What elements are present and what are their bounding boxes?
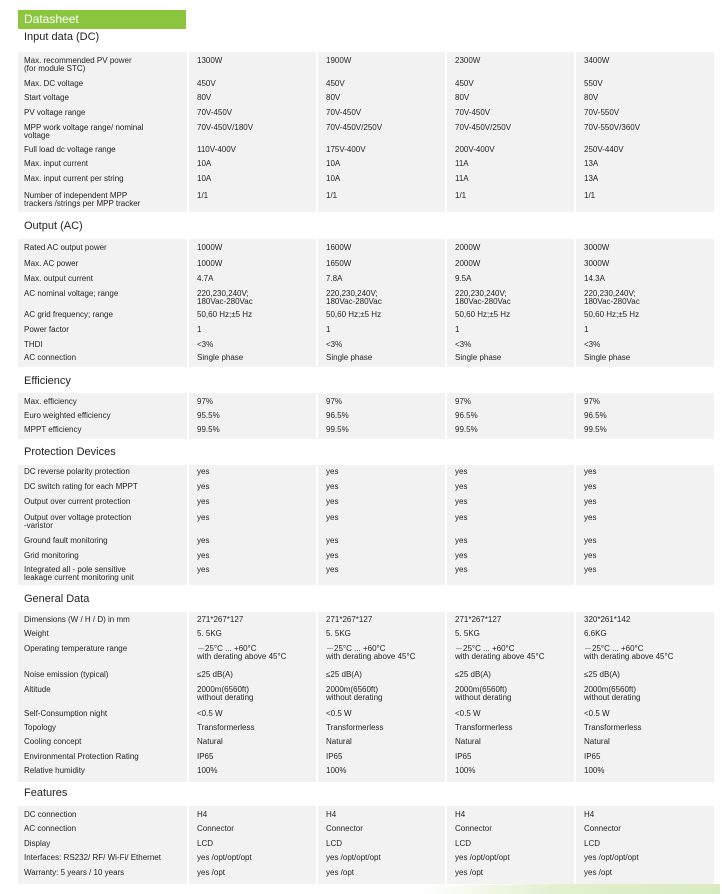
row-label: Max. DC voltage <box>24 79 84 88</box>
value-cell-1000w: 80V <box>197 93 212 102</box>
value-cell-1600w: 271*267*127 <box>326 615 373 624</box>
value-cell-3000w: Connector <box>584 824 621 833</box>
value-cell-2000w: yes <box>455 536 468 545</box>
value-cell-3000w: －25°C ... +60°C with derating above 45°C <box>584 644 674 661</box>
decorative-swoosh <box>420 884 720 894</box>
value-cell-1000w: 70V-450V/180V <box>197 123 254 132</box>
value-cell-1000w: yes <box>197 565 210 574</box>
value-cell-1600w: <0.5 W <box>326 709 352 718</box>
row-label: Max. input current <box>24 159 89 168</box>
section-title-efficiency: Efficiency <box>24 375 71 387</box>
row-label: Self-Consumption night <box>24 709 108 718</box>
value-cell-3000w: Transformerless <box>584 723 642 732</box>
value-cell-1000w: 97% <box>197 397 214 406</box>
section-title-general-data: General Data <box>24 593 90 605</box>
value-cell-2000w: H4 <box>455 810 466 819</box>
value-cell-3000w: IP65 <box>584 752 601 761</box>
value-cell-1600w: 100% <box>326 766 347 775</box>
column-divider <box>187 239 189 367</box>
value-cell-1600w: 80V <box>326 93 341 102</box>
row-label: Euro weighted efficiency <box>24 411 111 420</box>
value-cell-1000w: yes <box>197 482 210 491</box>
value-cell-2000w: Connector <box>455 824 492 833</box>
value-cell-2000w: yes /opt <box>455 868 484 877</box>
value-cell-1000w: 1/1 <box>197 191 209 200</box>
value-cell-1600w: 70V-450V/250V <box>326 123 383 132</box>
value-cell-1600w: yes <box>326 497 339 506</box>
value-cell-2000w: yes <box>455 565 468 574</box>
column-divider <box>187 612 189 782</box>
value-cell-1000w: 10A <box>197 174 212 183</box>
value-cell-1600w: 50,60 Hz;±5 Hz <box>326 310 382 319</box>
value-cell-1600w: Single phase <box>326 353 373 362</box>
value-cell-3000w: yes <box>584 513 597 522</box>
value-cell-1000w: yes <box>197 497 210 506</box>
value-cell-3000w: yes /opt/opt/opt <box>584 853 639 862</box>
row-label: Start voltage <box>24 93 69 102</box>
datasheet-banner <box>18 10 186 29</box>
value-cell-1600w: 7.8A <box>326 274 343 283</box>
value-cell-1600w: 99.5% <box>326 425 349 434</box>
value-cell-1600w: 450V <box>326 79 345 88</box>
row-label: Display <box>24 839 51 848</box>
value-cell-2000w: yes <box>455 482 468 491</box>
value-cell-2000w: 11A <box>455 174 469 183</box>
value-cell-3000w: 1 <box>584 325 589 334</box>
value-cell-2000w: LCD <box>455 839 472 848</box>
value-cell-3000w: yes <box>584 551 597 560</box>
value-cell-1600w: Connector <box>326 824 363 833</box>
row-label: Dimensions (W / H / D) in mm <box>24 615 130 624</box>
value-cell-2000w: 2000W <box>455 259 481 268</box>
section-title-features: Features <box>24 787 68 799</box>
value-cell-1600w: yes /opt <box>326 868 355 877</box>
value-cell-1000w: 2000m(6560ft) without derating <box>197 685 254 702</box>
value-cell-1600w: 97% <box>326 397 343 406</box>
value-cell-2000w: 200V-400V <box>455 145 495 154</box>
value-cell-1000w: 271*267*127 <box>197 615 244 624</box>
value-cell-1600w: <3% <box>326 340 343 349</box>
value-cell-1000w: Single phase <box>197 353 244 362</box>
value-cell-1600w: 1650W <box>326 259 352 268</box>
value-cell-2000w: 2300W <box>455 56 481 65</box>
value-cell-3000w: LCD <box>584 839 601 848</box>
row-label: MPPT efficiency <box>24 425 82 434</box>
row-label: Relative humidity <box>24 766 85 775</box>
row-label: Environmental Protection Rating <box>24 752 139 761</box>
section-title-protection-devices: Protection Devices <box>24 446 116 458</box>
row-label: Rated AC output power <box>24 243 107 252</box>
row-label: Interfaces: RS232/ RF/ Wi-Fi/ Ethernet <box>24 853 161 862</box>
value-cell-1600w: 5. 5KG <box>326 629 351 638</box>
row-label: Max. efficiency <box>24 397 77 406</box>
row-label: Warranty: 5 years / 10 years <box>24 868 125 877</box>
value-cell-1000w: 220,230,240V; 180Vac-280Vac <box>197 289 253 306</box>
value-cell-1000w: 1000W <box>197 243 223 252</box>
value-cell-1600w: 1600W <box>326 243 352 252</box>
value-cell-1600w: yes <box>326 536 339 545</box>
value-cell-1600w: ≤25 dB(A) <box>326 670 362 679</box>
row-label: Noise emission (typical) <box>24 670 109 679</box>
value-cell-2000w: yes <box>455 497 468 506</box>
value-cell-1000w: Connector <box>197 824 234 833</box>
value-cell-1600w: 96.5% <box>326 411 349 420</box>
value-cell-3000w: 320*261*142 <box>584 615 631 624</box>
value-cell-3000w: 3000W <box>584 259 610 268</box>
value-cell-3000w: 97% <box>584 397 601 406</box>
value-cell-1600w: yes <box>326 565 339 574</box>
value-cell-3000w: yes <box>584 536 597 545</box>
value-cell-1000w: yes <box>197 513 210 522</box>
value-cell-3000w: 13A <box>584 174 599 183</box>
value-cell-1600w: 10A <box>326 159 341 168</box>
value-cell-3000w: 3000W <box>584 243 610 252</box>
row-label: AC nominal voltage; range <box>24 289 119 298</box>
value-cell-2000w: ≤25 dB(A) <box>455 670 491 679</box>
value-cell-2000w: Transformerless <box>455 723 513 732</box>
value-cell-1000w: 100% <box>197 766 218 775</box>
row-label: AC connection <box>24 353 77 362</box>
value-cell-1000w: <0.5 W <box>197 709 223 718</box>
column-divider <box>187 806 189 884</box>
row-label: Max. output current <box>24 274 93 283</box>
value-cell-2000w: 96.5% <box>455 411 478 420</box>
value-cell-3000w: 100% <box>584 766 605 775</box>
value-cell-1000w: yes /opt <box>197 868 226 877</box>
value-cell-3000w: 50,60 Hz;±5 Hz <box>584 310 640 319</box>
column-divider <box>187 465 189 585</box>
value-cell-1600w: 10A <box>326 174 341 183</box>
row-label: MPP work voltage range/ nominal voltage <box>24 123 144 140</box>
value-cell-1000w: LCD <box>197 839 214 848</box>
value-cell-2000w: 80V <box>455 93 470 102</box>
value-cell-2000w: 70V-450V <box>455 108 491 117</box>
value-cell-2000w: 1/1 <box>455 191 467 200</box>
value-cell-3000w: 6.6KG <box>584 629 607 638</box>
value-cell-3000w: Natural <box>584 737 610 746</box>
value-cell-1600w: 175V-400V <box>326 145 366 154</box>
column-divider <box>187 52 189 212</box>
value-cell-3000w: 70V-550V/360V <box>584 123 641 132</box>
value-cell-2000w: <0.5 W <box>455 709 481 718</box>
value-cell-1000w: 1300W <box>197 56 223 65</box>
value-cell-3000w: 250V-440V <box>584 145 624 154</box>
row-label: Power factor <box>24 325 69 334</box>
value-cell-2000w: Single phase <box>455 353 502 362</box>
value-cell-1000w: <3% <box>197 340 214 349</box>
value-cell-3000w: H4 <box>584 810 595 819</box>
value-cell-3000w: 220,230,240V; 180Vac-280Vac <box>584 289 640 306</box>
value-cell-1600w: yes <box>326 467 339 476</box>
value-cell-1000w: 50,60 Hz;±5 Hz <box>197 310 253 319</box>
value-cell-1000w: Natural <box>197 737 223 746</box>
value-cell-2000w: 1 <box>455 325 460 334</box>
value-cell-3000w: Single phase <box>584 353 631 362</box>
value-cell-2000w: yes <box>455 467 468 476</box>
value-cell-1000w: 450V <box>197 79 216 88</box>
value-cell-3000w: 1/1 <box>584 191 596 200</box>
section-title-input-data-dc: Input data (DC) <box>24 31 100 43</box>
value-cell-1000w: 1000W <box>197 259 223 268</box>
row-label: Cooling concept <box>24 737 82 746</box>
value-cell-1600w: 1900W <box>326 56 352 65</box>
value-cell-1000w: 10A <box>197 159 212 168</box>
value-cell-3000w: yes /opt <box>584 868 613 877</box>
column-divider <box>445 52 447 212</box>
value-cell-2000w: <3% <box>455 340 472 349</box>
value-cell-1600w: yes <box>326 513 339 522</box>
column-divider <box>316 52 318 212</box>
value-cell-3000w: <0.5 W <box>584 709 610 718</box>
row-label: Output over current protection <box>24 497 131 506</box>
value-cell-1000w: yes <box>197 467 210 476</box>
value-cell-1000w: ≤25 dB(A) <box>197 670 233 679</box>
row-label: Full load dc voltage range <box>24 145 116 154</box>
row-label: Max. recommended PV power (for module STC) <box>24 56 132 73</box>
value-cell-2000w: yes <box>455 513 468 522</box>
row-label: DC reverse polarity protection <box>24 467 130 476</box>
value-cell-3000w: 96.5% <box>584 411 607 420</box>
value-cell-2000w: 450V <box>455 79 474 88</box>
value-cell-3000w: 80V <box>584 93 599 102</box>
value-cell-3000w: <3% <box>584 340 601 349</box>
value-cell-1600w: Natural <box>326 737 352 746</box>
row-label: Weight <box>24 629 49 638</box>
value-cell-2000w: 9.5A <box>455 274 472 283</box>
row-label: Max. input current per string <box>24 174 124 183</box>
row-label: Max. AC power <box>24 259 79 268</box>
value-cell-1600w: yes /opt/opt/opt <box>326 853 381 862</box>
value-cell-2000w: 100% <box>455 766 476 775</box>
value-cell-3000w: yes <box>584 467 597 476</box>
value-cell-1600w: Transformerless <box>326 723 384 732</box>
value-cell-1000w: 1 <box>197 325 202 334</box>
value-cell-1600w: yes <box>326 482 339 491</box>
datasheet-title: Datasheet <box>24 12 79 26</box>
value-cell-3000w: 99.5% <box>584 425 607 434</box>
value-cell-1600w: H4 <box>326 810 337 819</box>
value-cell-3000w: yes <box>584 497 597 506</box>
value-cell-2000w: IP65 <box>455 752 472 761</box>
value-cell-2000w: 5. 5KG <box>455 629 480 638</box>
row-label: PV voltage range <box>24 108 86 117</box>
value-cell-3000w: yes <box>584 482 597 491</box>
value-cell-1000w: 110V-400V <box>197 145 236 154</box>
value-cell-1600w: 220,230,240V; 180Vac-280Vac <box>326 289 382 306</box>
value-cell-1000w: 5. 5KG <box>197 629 222 638</box>
value-cell-2000w: yes /opt/opt/opt <box>455 853 510 862</box>
section-title-output-ac: Output (AC) <box>24 220 83 232</box>
value-cell-2000w: 271*267*127 <box>455 615 502 624</box>
value-cell-1600w: LCD <box>326 839 343 848</box>
value-cell-2000w: 99.5% <box>455 425 478 434</box>
value-cell-3000w: 13A <box>584 159 599 168</box>
value-cell-3000w: 70V-550V <box>584 108 620 117</box>
row-label: AC grid frequency; range <box>24 310 113 319</box>
value-cell-3000w: 14.3A <box>584 274 605 283</box>
row-label: Grid monitoring <box>24 551 79 560</box>
value-cell-1600w: －25°C ... +60°C with derating above 45°C <box>326 644 416 661</box>
value-cell-3000w: 550V <box>584 79 603 88</box>
row-label: Topology <box>24 723 57 732</box>
column-divider <box>187 393 189 439</box>
value-cell-2000w: 2000W <box>455 243 481 252</box>
value-cell-1000w: －25°C ... +60°C with derating above 45°C <box>197 644 287 661</box>
value-cell-2000w: 70V-450V/250V <box>455 123 512 132</box>
value-cell-1000w: 70V-450V <box>197 108 233 117</box>
row-label: Integrated all - pole sensitive leakage current monitoring unit <box>24 565 134 582</box>
value-cell-1000w: IP65 <box>197 752 214 761</box>
value-cell-1600w: yes <box>326 551 339 560</box>
value-cell-3000w: 2000m(6560ft) without derating <box>584 685 641 702</box>
value-cell-2000w: 97% <box>455 397 472 406</box>
value-cell-1600w: 70V-450V <box>326 108 362 117</box>
value-cell-2000w: Natural <box>455 737 481 746</box>
value-cell-1000w: 95.5% <box>197 411 220 420</box>
row-label: Number of independent MPP trackers /strings per MPP tracker <box>24 191 141 208</box>
row-label: THDI <box>24 340 43 349</box>
value-cell-1000w: yes /opt/opt/opt <box>197 853 252 862</box>
row-label: Output over voltage protection -varistor <box>24 513 132 530</box>
value-cell-1000w: 4.7A <box>197 274 214 283</box>
value-cell-2000w: 2000m(6560ft) without derating <box>455 685 512 702</box>
row-label: Ground fault monitoring <box>24 536 108 545</box>
value-cell-1000w: yes <box>197 551 210 560</box>
value-cell-1600w: 1/1 <box>326 191 338 200</box>
value-cell-1000w: H4 <box>197 810 208 819</box>
value-cell-3000w: ≤25 dB(A) <box>584 670 620 679</box>
value-cell-1600w: 1 <box>326 325 331 334</box>
value-cell-3000w: yes <box>584 565 597 574</box>
row-label: Operating temperature range <box>24 644 128 653</box>
column-divider <box>574 52 576 212</box>
value-cell-2000w: 11A <box>455 159 469 168</box>
value-cell-2000w: 50,60 Hz;±5 Hz <box>455 310 511 319</box>
row-label: DC connection <box>24 810 77 819</box>
value-cell-2000w: 220,230,240V; 180Vac-280Vac <box>455 289 511 306</box>
value-cell-3000w: 3400W <box>584 56 610 65</box>
value-cell-2000w: yes <box>455 551 468 560</box>
value-cell-2000w: －25°C ... +60°C with derating above 45°C <box>455 644 545 661</box>
value-cell-1600w: IP65 <box>326 752 343 761</box>
value-cell-1600w: 2000m(6560ft) without derating <box>326 685 383 702</box>
value-cell-1000w: yes <box>197 536 210 545</box>
value-cell-1000w: Transformerless <box>197 723 255 732</box>
row-label: AC connection <box>24 824 77 833</box>
row-label: DC switch rating for each MPPT <box>24 482 138 491</box>
row-label: Altitude <box>24 685 51 694</box>
value-cell-1000w: 99.5% <box>197 425 220 434</box>
